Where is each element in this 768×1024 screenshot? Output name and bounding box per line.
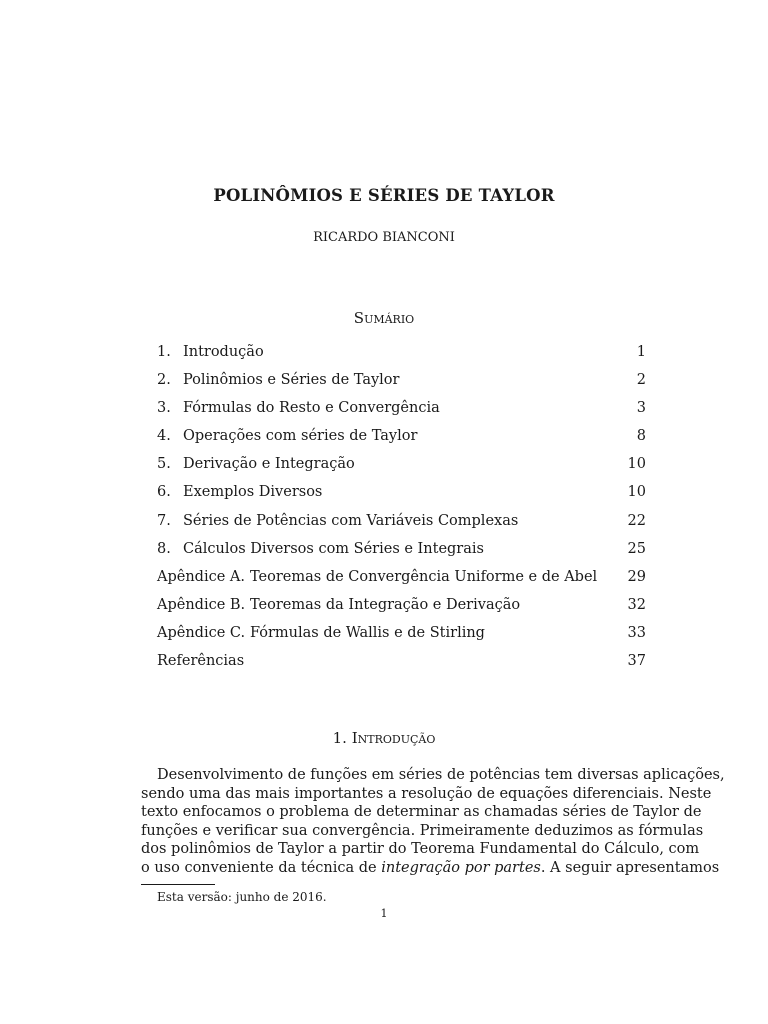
toc-entry [157,344,646,372]
paragraph-line-last [141,859,720,878]
section-title: Introdução [351,729,436,747]
paragraph-line: dos polinômios de Taylor a partir do Teorema Fundamental do Cálculo, com [141,841,700,858]
toc-entry-number: 6. [157,484,171,501]
toc-entry-page: 10 [627,484,646,501]
toc-entry-title: Operações com séries de Taylor [183,428,418,445]
emphasized-term: integração por partes [381,859,541,876]
toc-entry-page: 1 [636,344,646,360]
toc-entry [157,456,646,484]
toc-heading: Sumário [353,309,415,327]
paragraph-line: funções e verificar sua convergência. Primeiramente deduzimos as fórmulas [141,822,704,839]
toc-entry-title: Polinômios e Séries de Taylor [183,372,400,389]
toc-entry-title: Teoremas de Convergência Uniforme e de Abel [250,568,598,585]
intro-paragraph [141,766,725,878]
toc-entry-title: Introdução [183,344,264,360]
toc-entry-references [157,653,646,681]
footnote-rule [141,884,215,885]
toc-entry-number: Apêndice C. [157,624,246,641]
toc-entry-number: 2. [157,372,171,389]
section-number: 1. [332,729,347,747]
toc-entry [157,400,646,428]
paragraph-line: texto enfocamos o problema de determinar as chamadas séries de Taylor de [141,804,702,821]
toc-entry-number: 3. [157,400,171,417]
toc-entry-page: 3 [636,400,646,417]
toc-entry-title: Séries de Potências com Variáveis Complexas [183,512,519,529]
toc-entry-number: 1. [157,344,171,360]
toc-entry [157,513,646,541]
toc-entry-page: 37 [627,653,646,670]
toc-entry [157,372,646,400]
section-heading [0,729,768,747]
toc-entry-title: Derivação e Integração [183,456,355,473]
paragraph-line: Desenvolvimento de funções em séries de potências tem diversas aplicações, [157,767,725,783]
toc-entry-title: Referências [157,653,245,670]
toc-entry [157,541,646,569]
toc-entry-page: 10 [627,456,646,473]
toc-entry-number: Apêndice B. [157,596,246,613]
toc-entry [157,484,646,512]
toc-entry-title: Exemplos Diversos [183,484,323,501]
toc-entry-number: 8. [157,540,171,557]
toc-entry-page: 32 [627,596,646,613]
toc-entry-number: 5. [157,456,171,473]
toc-entry-title: Fórmulas do Resto e Convergência [183,400,440,417]
toc-entry-number: 7. [157,512,171,529]
toc-entry-appendix [157,625,646,653]
author-name: RICARDO BIANCONI [313,230,455,245]
toc-entry-title: Cálculos Diversos com Séries e Integrais [183,540,484,557]
line-text: o uso conveniente da técnica de [141,859,382,876]
toc-entry-page: 22 [627,512,646,529]
toc-entry-appendix [157,597,646,625]
toc-entry-page: 29 [627,568,646,585]
toc-entry [157,428,646,456]
toc-entry-page: 25 [627,540,646,557]
paragraph-line: sendo uma das mais importantes a resolução de equações diferenciais. Neste [141,785,712,802]
toc-entry-number: 4. [157,428,171,445]
toc-entry-title: Fórmulas de Wallis e de Stirling [250,624,485,641]
line-text: . A seguir apresentamos [540,859,720,876]
table-of-contents [157,344,646,681]
toc-entry-title: Teoremas da Integração e Derivação [250,596,521,613]
paper-title: POLINÔMIOS E SÉRIES DE TAYLOR [213,186,555,205]
toc-entry-page: 33 [627,624,646,641]
page-number: 1 [380,907,388,920]
toc-entry-page: 8 [636,428,646,445]
toc-entry-appendix [157,569,646,597]
toc-entry-number: Apêndice A. [157,568,245,585]
footnote: Esta versão: junho de 2016. [157,890,327,904]
toc-entry-page: 2 [636,372,646,389]
